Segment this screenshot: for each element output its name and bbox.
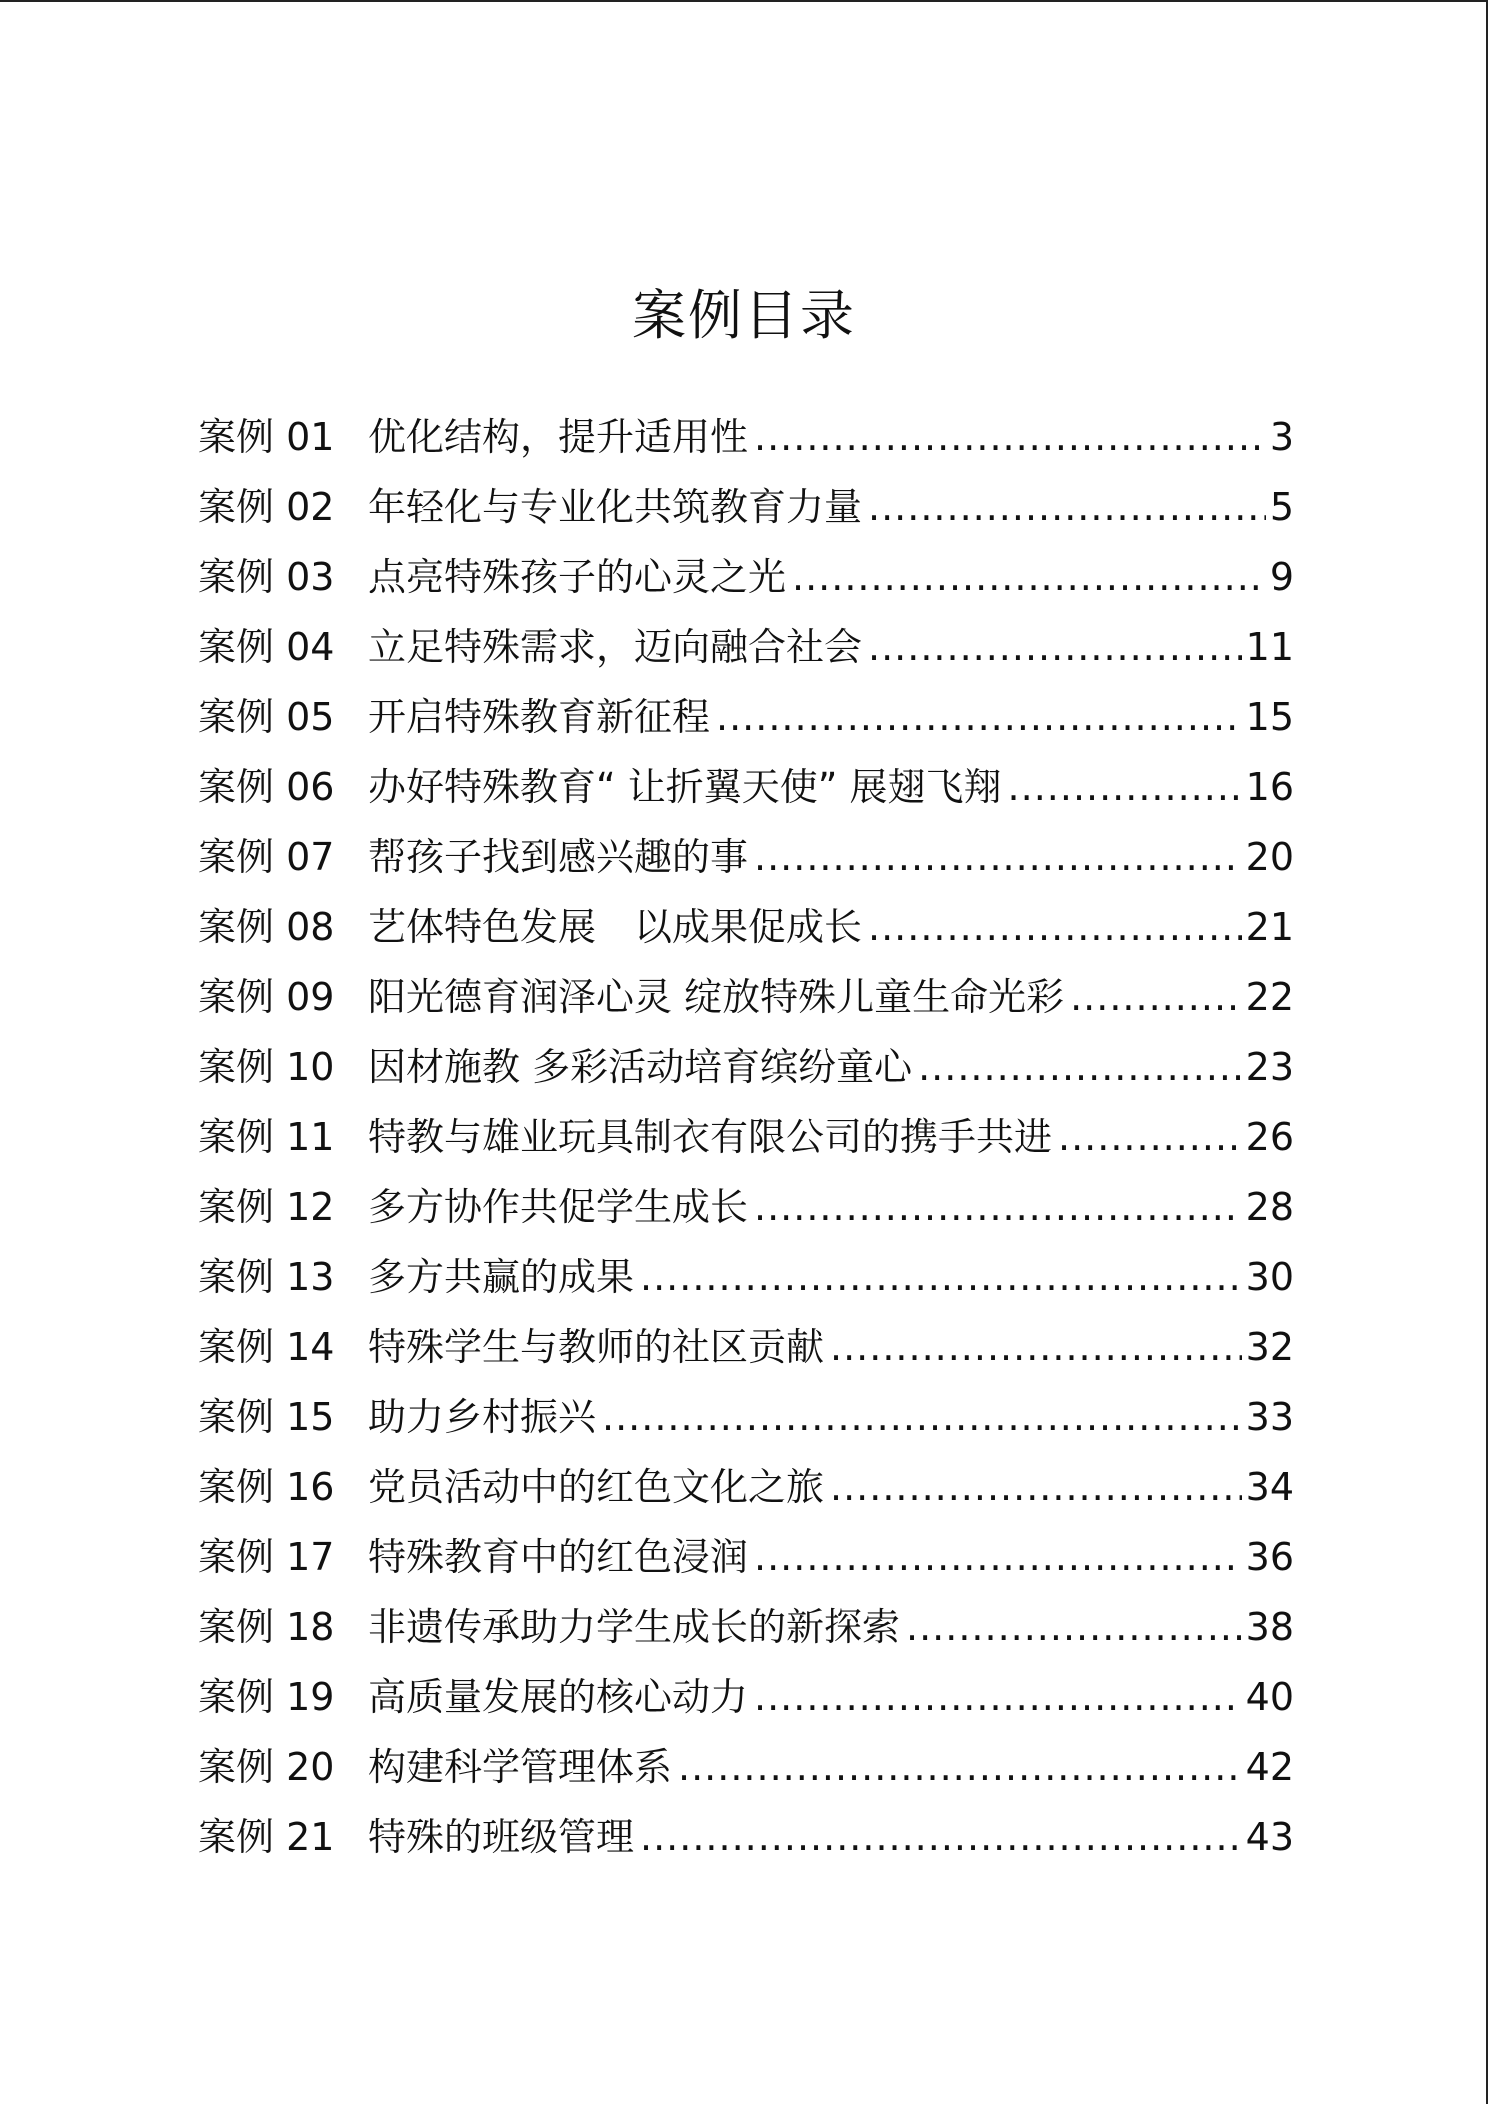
page-number: 38 [1245,1605,1294,1649]
case-title: 多方协作共促学生成长 [368,1185,749,1229]
page-number: 9 [1269,555,1294,599]
page-number: 5 [1269,485,1294,529]
page-number: 23 [1245,1045,1294,1089]
dot-leader [640,1242,1242,1312]
page-number: 34 [1245,1465,1294,1509]
page-number: 20 [1245,835,1294,879]
case-title: 开启特殊教育新征程 [368,695,711,739]
dot-leader [830,1452,1242,1522]
dot-leader [868,472,1266,542]
case-title: 阳光德育润泽心灵 绽放特殊儿童生命光彩 [368,975,1065,1019]
case-number: 案例 16 [198,1465,335,1509]
page-number: 40 [1245,1675,1294,1719]
case-title: 点亮特殊孩子的心灵之光 [368,555,787,599]
dot-leader [678,1732,1242,1802]
case-title: 优化结构，提升适用性 [368,415,749,459]
table-of-contents [198,402,1294,1872]
case-title: 特殊的班级管理 [368,1815,635,1859]
toc-entry[interactable] [198,1242,1294,1312]
dot-leader [640,1802,1242,1872]
case-title: 特殊学生与教师的社区贡献 [368,1325,825,1369]
toc-entry[interactable] [198,822,1294,892]
case-title: 年轻化与专业化共筑教育力量 [368,485,863,529]
page-number: 26 [1245,1115,1294,1159]
case-number: 案例 20 [198,1745,335,1789]
dot-leader [868,612,1242,682]
dot-leader [906,1592,1242,1662]
page-number: 15 [1245,695,1294,739]
case-number: 案例 14 [198,1325,335,1369]
page-number: 16 [1245,765,1294,809]
toc-entry[interactable] [198,1662,1294,1732]
dot-leader [792,542,1266,612]
case-number: 案例 19 [198,1675,335,1719]
case-number: 案例 18 [198,1605,335,1649]
page-number: 36 [1245,1535,1294,1579]
toc-entry[interactable] [198,612,1294,682]
toc-entry[interactable] [198,1382,1294,1452]
case-number: 案例 15 [198,1395,335,1439]
case-number: 案例 06 [198,765,335,809]
page-number: 33 [1245,1395,1294,1439]
dot-leader [754,822,1242,892]
case-title: 因材施教 多彩活动培育缤纷童心 [368,1045,913,1089]
dot-leader [1070,962,1242,1032]
dot-leader [1058,1102,1242,1172]
case-number: 案例 10 [198,1045,335,1089]
case-title: 非遗传承助力学生成长的新探索 [368,1605,901,1649]
toc-entry[interactable] [198,1102,1294,1172]
case-title: 特教与雄业玩具制衣有限公司的携手共进 [368,1115,1053,1159]
case-number: 案例 04 [198,625,335,669]
toc-entry[interactable] [198,472,1294,542]
case-number: 案例 09 [198,975,335,1019]
case-number: 案例 21 [198,1815,335,1859]
case-title: 党员活动中的红色文化之旅 [368,1465,825,1509]
toc-entry[interactable] [198,1522,1294,1592]
dot-leader [1008,752,1242,822]
case-number: 案例 07 [198,835,335,879]
toc-entry[interactable] [198,542,1294,612]
dot-leader [754,1172,1242,1242]
dot-leader [716,682,1242,752]
page-number: 32 [1245,1325,1294,1369]
page-number: 11 [1245,625,1294,669]
case-title: 高质量发展的核心动力 [368,1675,749,1719]
case-title: 立足特殊需求，迈向融合社会 [368,625,863,669]
case-number: 案例 08 [198,905,335,949]
dot-leader [754,1522,1242,1592]
toc-entry[interactable] [198,892,1294,962]
page-number: 42 [1245,1745,1294,1789]
case-title: 帮孩子找到感兴趣的事 [368,835,749,879]
case-title: 多方共赢的成果 [368,1255,635,1299]
toc-entry[interactable] [198,402,1294,472]
case-number: 案例 02 [198,485,335,529]
toc-entry[interactable] [198,1312,1294,1382]
dot-leader [602,1382,1242,1452]
page-top-border [0,0,1488,2]
toc-entry[interactable] [198,682,1294,752]
page-number: 43 [1245,1815,1294,1859]
toc-entry[interactable] [198,1452,1294,1522]
page-number: 30 [1245,1255,1294,1299]
case-number: 案例 11 [198,1115,335,1159]
case-title: 助力乡村振兴 [368,1395,597,1439]
page-number: 21 [1245,905,1294,949]
toc-entry[interactable] [198,1172,1294,1242]
case-title: 艺体特色发展 以成果促成长 [368,905,863,949]
case-number: 案例 01 [198,415,335,459]
case-number: 案例 13 [198,1255,335,1299]
toc-entry[interactable] [198,752,1294,822]
case-title: 构建科学管理体系 [368,1745,673,1789]
toc-entry[interactable] [198,1592,1294,1662]
dot-leader [754,1662,1242,1732]
case-number: 案例 03 [198,555,335,599]
page-number: 3 [1269,415,1294,459]
page-number: 22 [1245,975,1294,1019]
case-number: 案例 12 [198,1185,335,1229]
toc-entry[interactable] [198,1802,1294,1872]
toc-entry[interactable] [198,1732,1294,1802]
page-number: 28 [1245,1185,1294,1229]
case-title: 办好特殊教育“ 让折翼天使” 展翅飞翔 [368,765,1002,809]
page-title: 案例目录 [632,284,856,347]
dot-leader [868,892,1242,962]
dot-leader [754,402,1266,472]
case-title: 特殊教育中的红色浸润 [368,1535,749,1579]
dot-leader [918,1032,1242,1102]
case-number: 案例 05 [198,695,335,739]
toc-entry[interactable] [198,962,1294,1032]
toc-entry[interactable] [198,1032,1294,1102]
dot-leader [830,1312,1242,1382]
case-number: 案例 17 [198,1535,335,1579]
